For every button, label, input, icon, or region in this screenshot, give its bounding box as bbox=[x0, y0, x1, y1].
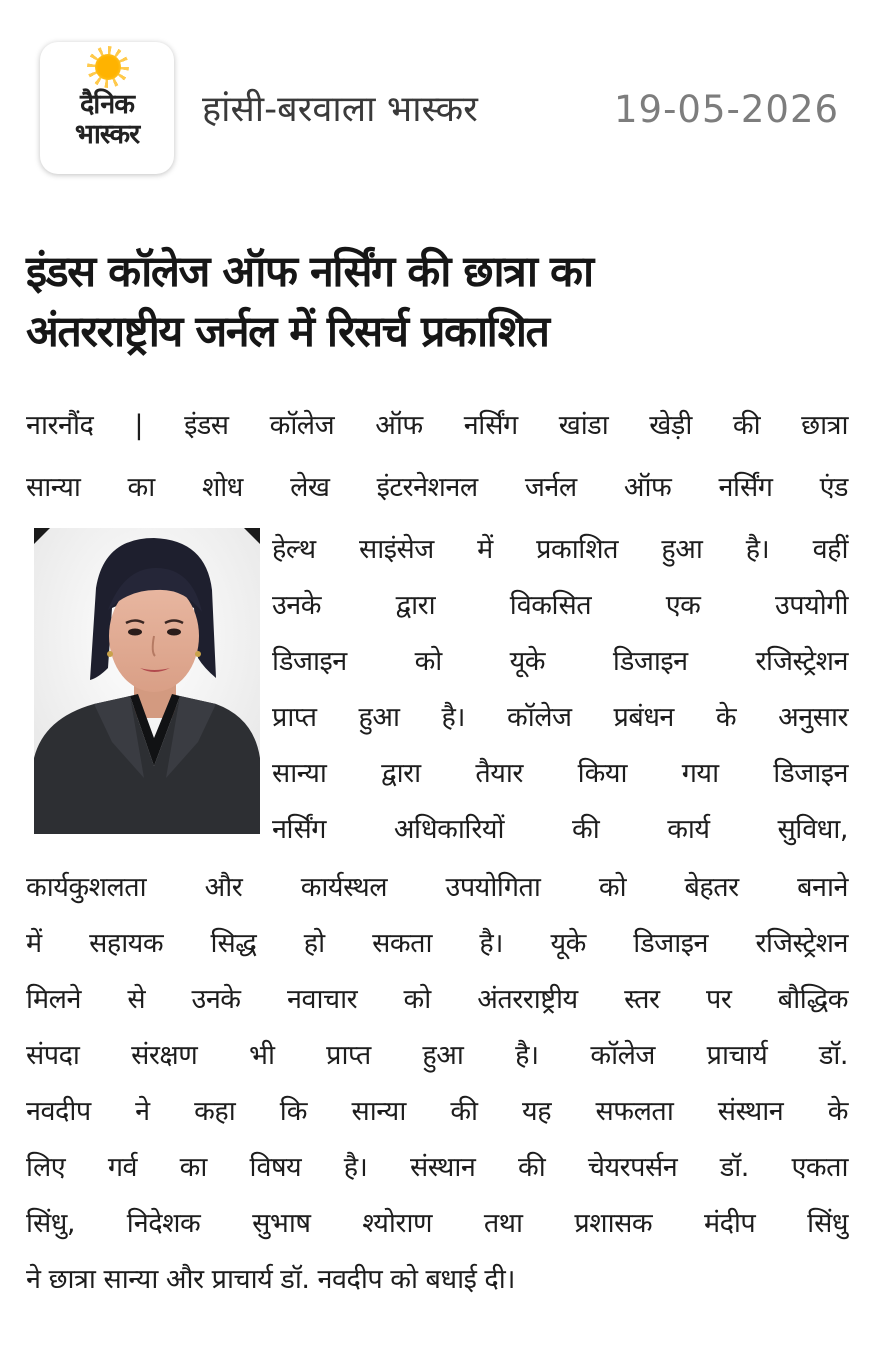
headline-line-1: इंडस कॉलेज ऑफ नर्सिंग की छात्रा का bbox=[26, 247, 593, 297]
body-line-16: ने छात्रा सान्या और प्राचार्य डॉ. नवदीप को बधाई दी। bbox=[26, 1264, 515, 1295]
body-line-8: नर्सिंग अधिकारियों की कार्य सुविधा, bbox=[272, 814, 848, 845]
body-line-15: सिंधु, निदेशक सुभाष श्योराण तथा प्रशासक मंदीप सिंधु bbox=[26, 1208, 848, 1239]
body-line-7: सान्या द्वारा तैयार किया गया डिजाइन bbox=[272, 758, 848, 789]
body-line-3: हेल्थ साइंसेज में प्रकाशित हुआ है। वहीं bbox=[272, 534, 848, 565]
headline-line-2: अंतरराष्ट्रीय जर्नल में रिसर्च प्रकाशित bbox=[26, 307, 549, 357]
body-line-9: कार्यकुशलता और कार्यस्थल उपयोगिता को बेहतर बनाने bbox=[26, 872, 848, 903]
body-line-1: नारनौंद | इंडस कॉलेज ऑफ नर्सिंग खांडा खेड़ी की छात्रा bbox=[26, 410, 848, 441]
body-line-12: संपदा संरक्षण भी प्राप्त हुआ है। कॉलेज प्राचार्य डॉ. bbox=[26, 1040, 848, 1071]
photo-corner-left bbox=[34, 528, 50, 544]
student-photo bbox=[34, 528, 260, 834]
body-line-13: नवदीप ने कहा कि सान्या की यह सफलता संस्थान के bbox=[26, 1096, 848, 1127]
body-line-5: डिजाइन को यूके डिजाइन रजिस्ट्रेशन bbox=[272, 646, 848, 677]
body-line-10: में सहायक सिद्ध हो सकता है। यूके डिजाइन रजिस्ट्रेशन bbox=[26, 928, 848, 959]
page-header bbox=[0, 0, 875, 190]
publication-date: 19-05-2026 bbox=[614, 88, 840, 131]
student-portrait-image bbox=[34, 528, 260, 834]
body-line-14: लिए गर्व का विषय है। संस्थान की चेयरपर्सन डॉ. एकता bbox=[26, 1152, 848, 1183]
photo-corner-right bbox=[244, 528, 260, 544]
dainik-bhaskar-logo[interactable] bbox=[40, 42, 174, 174]
article-headline bbox=[26, 242, 856, 362]
logo-text-line2: भास्कर bbox=[74, 119, 140, 150]
body-line-6: प्राप्त हुआ है। कॉलेज प्रबंधन के अनुसार bbox=[272, 702, 848, 733]
body-line-4: उनके द्वारा विकसित एक उपयोगी bbox=[272, 590, 848, 621]
logo-text-line1: दैनिक bbox=[79, 89, 135, 120]
body-line-11: मिलने से उनके नवाचार को अंतरराष्ट्रीय स्तर पर बौद्धिक bbox=[26, 984, 848, 1015]
edition-name: हांसी-बरवाला भास्कर bbox=[202, 89, 478, 130]
body-line-2: सान्या का शोध लेख इंटरनेशनल जर्नल ऑफ नर्सिंग एंड bbox=[26, 472, 848, 503]
sun-icon bbox=[95, 54, 121, 80]
